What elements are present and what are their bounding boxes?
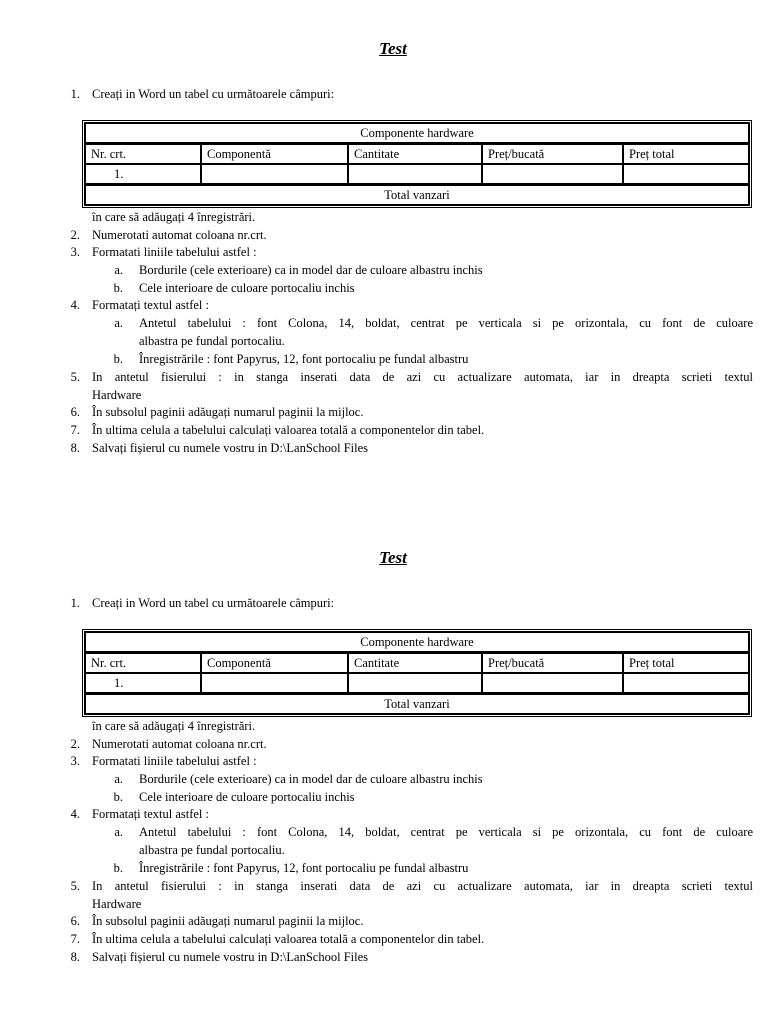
list-item-text: Cele interioare de culoare portocaliu inchis bbox=[139, 281, 355, 295]
list-item-number: 7. bbox=[70, 932, 80, 946]
header-pret-bucata: Preț/bucată bbox=[482, 653, 623, 673]
list-item-text: In antetul fisierului : in stanga inserati data de azi cu actualizare automata, iar in dreapta scrieti textul bbox=[92, 879, 753, 893]
table-caption-row bbox=[85, 123, 749, 144]
list-item-text: Formatați textul astfel : bbox=[92, 298, 209, 312]
cell-empty bbox=[482, 164, 623, 184]
table-total-label: Total vanzari bbox=[85, 693, 749, 714]
intro-number: 1. bbox=[70, 596, 80, 610]
header-cantitate: Cantitate bbox=[348, 653, 482, 673]
table-total-row bbox=[85, 693, 749, 714]
table-row bbox=[85, 164, 749, 184]
list-item-text: În ultima celula a tabelului calculați valoarea totală a componentelor din tabel. bbox=[92, 423, 485, 437]
cell-empty bbox=[623, 673, 749, 693]
cell-nr: 1. bbox=[85, 673, 201, 693]
list-item-number: 3. bbox=[70, 245, 80, 259]
test-title: Test bbox=[379, 39, 407, 58]
list-item-number: b. bbox=[113, 352, 123, 366]
header-componenta: Componentă bbox=[201, 653, 348, 673]
cell-empty bbox=[348, 673, 482, 693]
list-item-continuation: Hardware bbox=[92, 896, 142, 911]
list-item-number: a. bbox=[114, 825, 123, 839]
table-caption: Componente hardware bbox=[85, 632, 749, 653]
list-item-number: 3. bbox=[70, 754, 80, 768]
list-item-text: Numerotati automat coloana nr.crt. bbox=[92, 228, 267, 242]
test-title: Test bbox=[379, 548, 407, 567]
list-item-number: 6. bbox=[70, 914, 80, 928]
list-item-number: 5. bbox=[70, 879, 80, 893]
list-item-text: Formatati liniile tabelului astfel : bbox=[92, 245, 257, 259]
list-item-number: 4. bbox=[70, 298, 80, 312]
list-item-text: Numerotati automat coloana nr.crt. bbox=[92, 737, 267, 751]
header-nr-crt: Nr. crt. bbox=[85, 653, 201, 673]
list-item-text: Antetul tabelului : font Colona, 14, boldat, centrat pe verticala si pe orizontala, cu font de culoare bbox=[139, 825, 753, 839]
header-cantitate: Cantitate bbox=[348, 144, 482, 164]
header-pret-total: Preț total bbox=[623, 653, 749, 673]
cell-empty bbox=[201, 673, 348, 693]
list-item-text: În subsolul paginii adăugați numarul paginii la mijloc. bbox=[92, 914, 364, 928]
cell-nr: 1. bbox=[85, 164, 201, 184]
table-caption-row bbox=[85, 632, 749, 653]
list-item-number: a. bbox=[114, 772, 123, 786]
after-table-text: în care să adăugați 4 înregistrări. bbox=[92, 719, 256, 733]
list-item-text: Bordurile (cele exterioare) ca in model dar de culoare albastru inchis bbox=[139, 263, 483, 277]
header-pret-total: Preț total bbox=[623, 144, 749, 164]
list-item-text: Antetul tabelului : font Colona, 14, boldat, centrat pe verticala si pe orizontala, cu font de culoare bbox=[139, 316, 753, 330]
header-nr-crt: Nr. crt. bbox=[85, 144, 201, 164]
list-item-text: Cele interioare de culoare portocaliu inchis bbox=[139, 790, 355, 804]
cell-empty bbox=[482, 673, 623, 693]
list-item-number: b. bbox=[113, 281, 123, 295]
list-item-text: În subsolul paginii adăugați numarul paginii la mijloc. bbox=[92, 405, 364, 419]
table-total-label: Total vanzari bbox=[85, 184, 749, 205]
list-item-number: 2. bbox=[70, 228, 80, 242]
list-item-text: Salvați fișierul cu numele vostru in D:\LanSchool Files bbox=[92, 441, 369, 455]
cell-empty bbox=[348, 164, 482, 184]
list-item-text: In antetul fisierului : in stanga inserati data de azi cu actualizare automata, iar in dreapta scrieti textul bbox=[92, 370, 753, 384]
header-pret-bucata: Preț/bucată bbox=[482, 144, 623, 164]
table-total-row bbox=[85, 184, 749, 205]
table-header-row bbox=[85, 144, 749, 164]
list-item-text: Formatați textul astfel : bbox=[92, 807, 209, 821]
list-item-number: 6. bbox=[70, 405, 80, 419]
table-header-row bbox=[85, 653, 749, 673]
list-item-text: Bordurile (cele exterioare) ca in model dar de culoare albastru inchis bbox=[139, 772, 483, 786]
hardware-table bbox=[82, 120, 752, 208]
list-item-number: b. bbox=[113, 790, 123, 804]
cell-empty bbox=[623, 164, 749, 184]
list-item-text: Formatati liniile tabelului astfel : bbox=[92, 754, 257, 768]
list-item-number: 7. bbox=[70, 423, 80, 437]
list-item-text: Înregistrările : font Papyrus, 12, font portocaliu pe fundal albastru bbox=[139, 861, 469, 875]
table-caption: Componente hardware bbox=[85, 123, 749, 144]
hardware-table bbox=[82, 629, 752, 717]
list-item-text: Înregistrările : font Papyrus, 12, font portocaliu pe fundal albastru bbox=[139, 352, 469, 366]
list-item-continuation: albastra pe fundal portocaliu. bbox=[139, 842, 285, 857]
list-item-text: În ultima celula a tabelului calculați valoarea totală a componentelor din tabel. bbox=[92, 932, 485, 946]
list-item-number: a. bbox=[114, 316, 123, 330]
intro-text: Creați in Word un tabel cu următoarele câmpuri: bbox=[92, 596, 335, 610]
list-item-number: 8. bbox=[70, 950, 80, 964]
list-item-continuation: Hardware bbox=[92, 387, 142, 402]
list-item-number: a. bbox=[114, 263, 123, 277]
list-item-number: 4. bbox=[70, 807, 80, 821]
list-item-number: 2. bbox=[70, 737, 80, 751]
list-item-number: b. bbox=[113, 861, 123, 875]
after-table-text: în care să adăugați 4 înregistrări. bbox=[92, 210, 256, 224]
list-item-number: 5. bbox=[70, 370, 80, 384]
intro-text: Creați in Word un tabel cu următoarele câmpuri: bbox=[92, 87, 335, 101]
table-row bbox=[85, 673, 749, 693]
list-item-number: 8. bbox=[70, 441, 80, 455]
header-componenta: Componentă bbox=[201, 144, 348, 164]
list-item-continuation: albastra pe fundal portocaliu. bbox=[139, 333, 285, 348]
intro-number: 1. bbox=[70, 87, 80, 101]
list-item-text: Salvați fișierul cu numele vostru in D:\LanSchool Files bbox=[92, 950, 369, 964]
cell-empty bbox=[201, 164, 348, 184]
